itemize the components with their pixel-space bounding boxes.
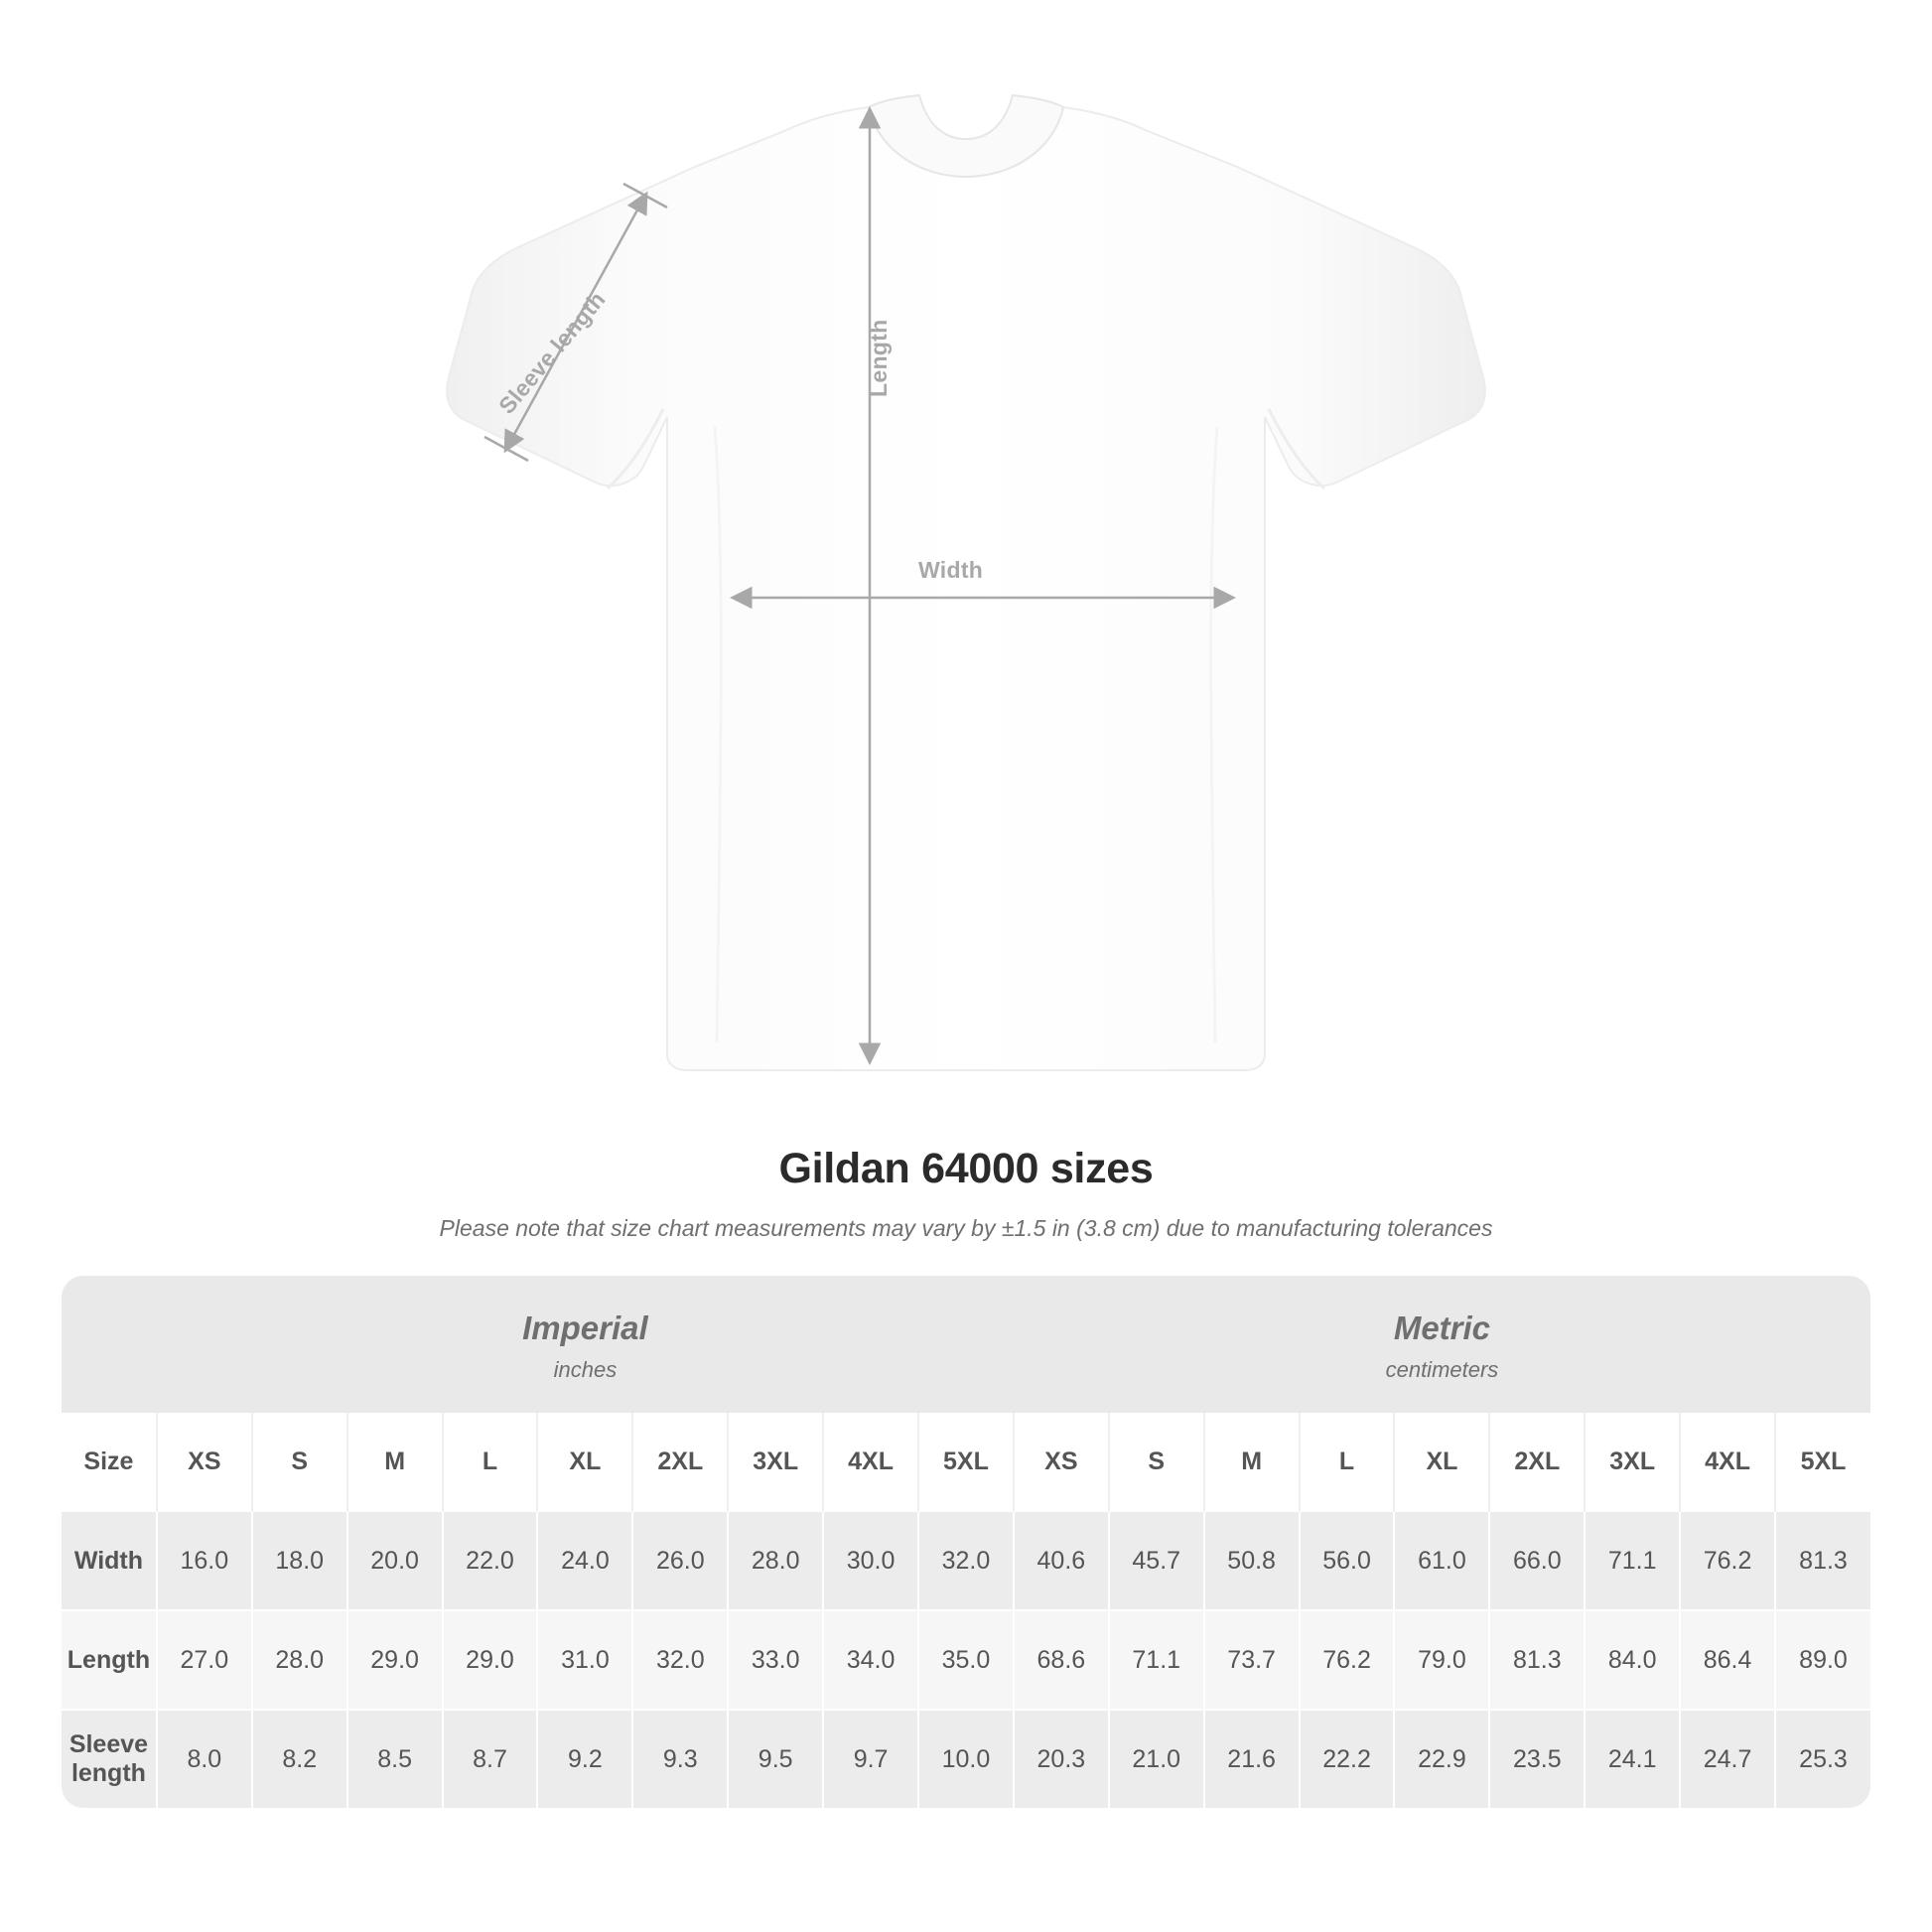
size-header-label: Size — [62, 1413, 157, 1511]
table-cell: 8.2 — [252, 1710, 347, 1808]
unit-group-metric-name: Metric — [1393, 1310, 1491, 1346]
table-cell: 86.4 — [1680, 1610, 1775, 1710]
unit-header-row — [62, 1276, 1870, 1413]
table-cell: 33.0 — [728, 1610, 823, 1710]
table-row — [62, 1610, 1870, 1710]
table-cell: 20.0 — [347, 1511, 443, 1610]
unit-group-imperial — [157, 1276, 1014, 1413]
width-label: Width — [918, 557, 984, 583]
table-cell: 18.0 — [252, 1511, 347, 1610]
size-header-cell: M — [347, 1413, 443, 1511]
table-cell: 24.7 — [1680, 1710, 1775, 1808]
size-header-cell: XL — [1394, 1413, 1489, 1511]
table-cell: 26.0 — [632, 1511, 728, 1610]
table-cell: 89.0 — [1775, 1610, 1870, 1710]
table-cell: 84.0 — [1585, 1610, 1680, 1710]
size-header-cell: 3XL — [1585, 1413, 1680, 1511]
table-cell: 21.6 — [1204, 1710, 1300, 1808]
size-header-cell: L — [1300, 1413, 1395, 1511]
table-cell: 71.1 — [1109, 1610, 1204, 1710]
table-cell: 81.3 — [1775, 1511, 1870, 1610]
table-cell: 34.0 — [823, 1610, 918, 1710]
size-header-cell: 2XL — [1489, 1413, 1585, 1511]
size-table-wrapper — [62, 1276, 1870, 1808]
size-header-cell: XS — [157, 1413, 252, 1511]
size-header-cell: 3XL — [728, 1413, 823, 1511]
table-cell: 76.2 — [1300, 1610, 1395, 1710]
title-block — [0, 1145, 1932, 1242]
table-cell: 32.0 — [632, 1610, 728, 1710]
size-header-cell: L — [443, 1413, 538, 1511]
table-cell: 71.1 — [1585, 1511, 1680, 1610]
row-label-sleeve-length: Sleeve length — [62, 1710, 157, 1808]
table-cell: 9.7 — [823, 1710, 918, 1808]
unit-group-imperial-sub: inches — [553, 1357, 618, 1382]
table-cell: 20.3 — [1014, 1710, 1109, 1808]
table-row — [62, 1710, 1870, 1808]
size-header-cell: 5XL — [918, 1413, 1014, 1511]
size-header-cell: 2XL — [632, 1413, 728, 1511]
size-header-cell: 4XL — [1680, 1413, 1775, 1511]
table-cell: 35.0 — [918, 1610, 1014, 1710]
table-cell: 24.0 — [537, 1511, 632, 1610]
table-cell: 73.7 — [1204, 1610, 1300, 1710]
size-header-cell: M — [1204, 1413, 1300, 1511]
table-cell: 16.0 — [157, 1511, 252, 1610]
size-header-cell: S — [1109, 1413, 1204, 1511]
size-header-row — [62, 1413, 1870, 1511]
table-cell: 40.6 — [1014, 1511, 1109, 1610]
unit-group-metric-sub: centimeters — [1385, 1357, 1499, 1382]
sleeve-length-label: Sleeve length — [493, 286, 611, 419]
table-cell: 23.5 — [1489, 1710, 1585, 1808]
table-cell: 76.2 — [1680, 1511, 1775, 1610]
table-cell: 30.0 — [823, 1511, 918, 1610]
table-cell: 8.5 — [347, 1710, 443, 1808]
table-cell: 22.9 — [1394, 1710, 1489, 1808]
table-cell: 68.6 — [1014, 1610, 1109, 1710]
table-cell: 9.2 — [537, 1710, 632, 1808]
table-cell: 9.5 — [728, 1710, 823, 1808]
unit-group-imperial-name: Imperial — [522, 1310, 648, 1346]
table-cell: 10.0 — [918, 1710, 1014, 1808]
table-cell: 9.3 — [632, 1710, 728, 1808]
table-cell: 66.0 — [1489, 1511, 1585, 1610]
table-cell: 8.0 — [157, 1710, 252, 1808]
table-cell: 25.3 — [1775, 1710, 1870, 1808]
size-header-cell: 5XL — [1775, 1413, 1870, 1511]
size-header-cell: XS — [1014, 1413, 1109, 1511]
size-header-cell: XL — [537, 1413, 632, 1511]
table-cell: 24.1 — [1585, 1710, 1680, 1808]
table-cell: 28.0 — [728, 1511, 823, 1610]
page-title: Gildan 64000 sizes — [778, 1145, 1154, 1192]
length-label: Length — [866, 319, 892, 397]
table-cell: 32.0 — [918, 1511, 1014, 1610]
table-cell: 22.0 — [443, 1511, 538, 1610]
row-label-width: Width — [62, 1511, 157, 1610]
table-cell: 45.7 — [1109, 1511, 1204, 1610]
table-cell: 50.8 — [1204, 1511, 1300, 1610]
table-cell: 31.0 — [537, 1610, 632, 1710]
table-cell: 29.0 — [347, 1610, 443, 1710]
table-row — [62, 1511, 1870, 1610]
tolerance-note: Please note that size chart measurements may vary by ±1.5 in (3.8 cm) due to manufacturing tolerances — [439, 1215, 1493, 1241]
table-cell: 29.0 — [443, 1610, 538, 1710]
table-cell: 28.0 — [252, 1610, 347, 1710]
size-header-cell: 4XL — [823, 1413, 918, 1511]
table-cell: 56.0 — [1300, 1511, 1395, 1610]
table-cell: 61.0 — [1394, 1511, 1489, 1610]
table-cell: 81.3 — [1489, 1610, 1585, 1710]
unit-group-metric — [1014, 1276, 1870, 1413]
size-header-cell: S — [252, 1413, 347, 1511]
row-label-length: Length — [62, 1610, 157, 1710]
size-table — [62, 1276, 1870, 1808]
table-cell: 21.0 — [1109, 1710, 1204, 1808]
table-cell: 8.7 — [443, 1710, 538, 1808]
table-cell: 27.0 — [157, 1610, 252, 1710]
table-cell: 22.2 — [1300, 1710, 1395, 1808]
unit-header-spacer — [62, 1276, 157, 1413]
table-cell: 79.0 — [1394, 1610, 1489, 1710]
